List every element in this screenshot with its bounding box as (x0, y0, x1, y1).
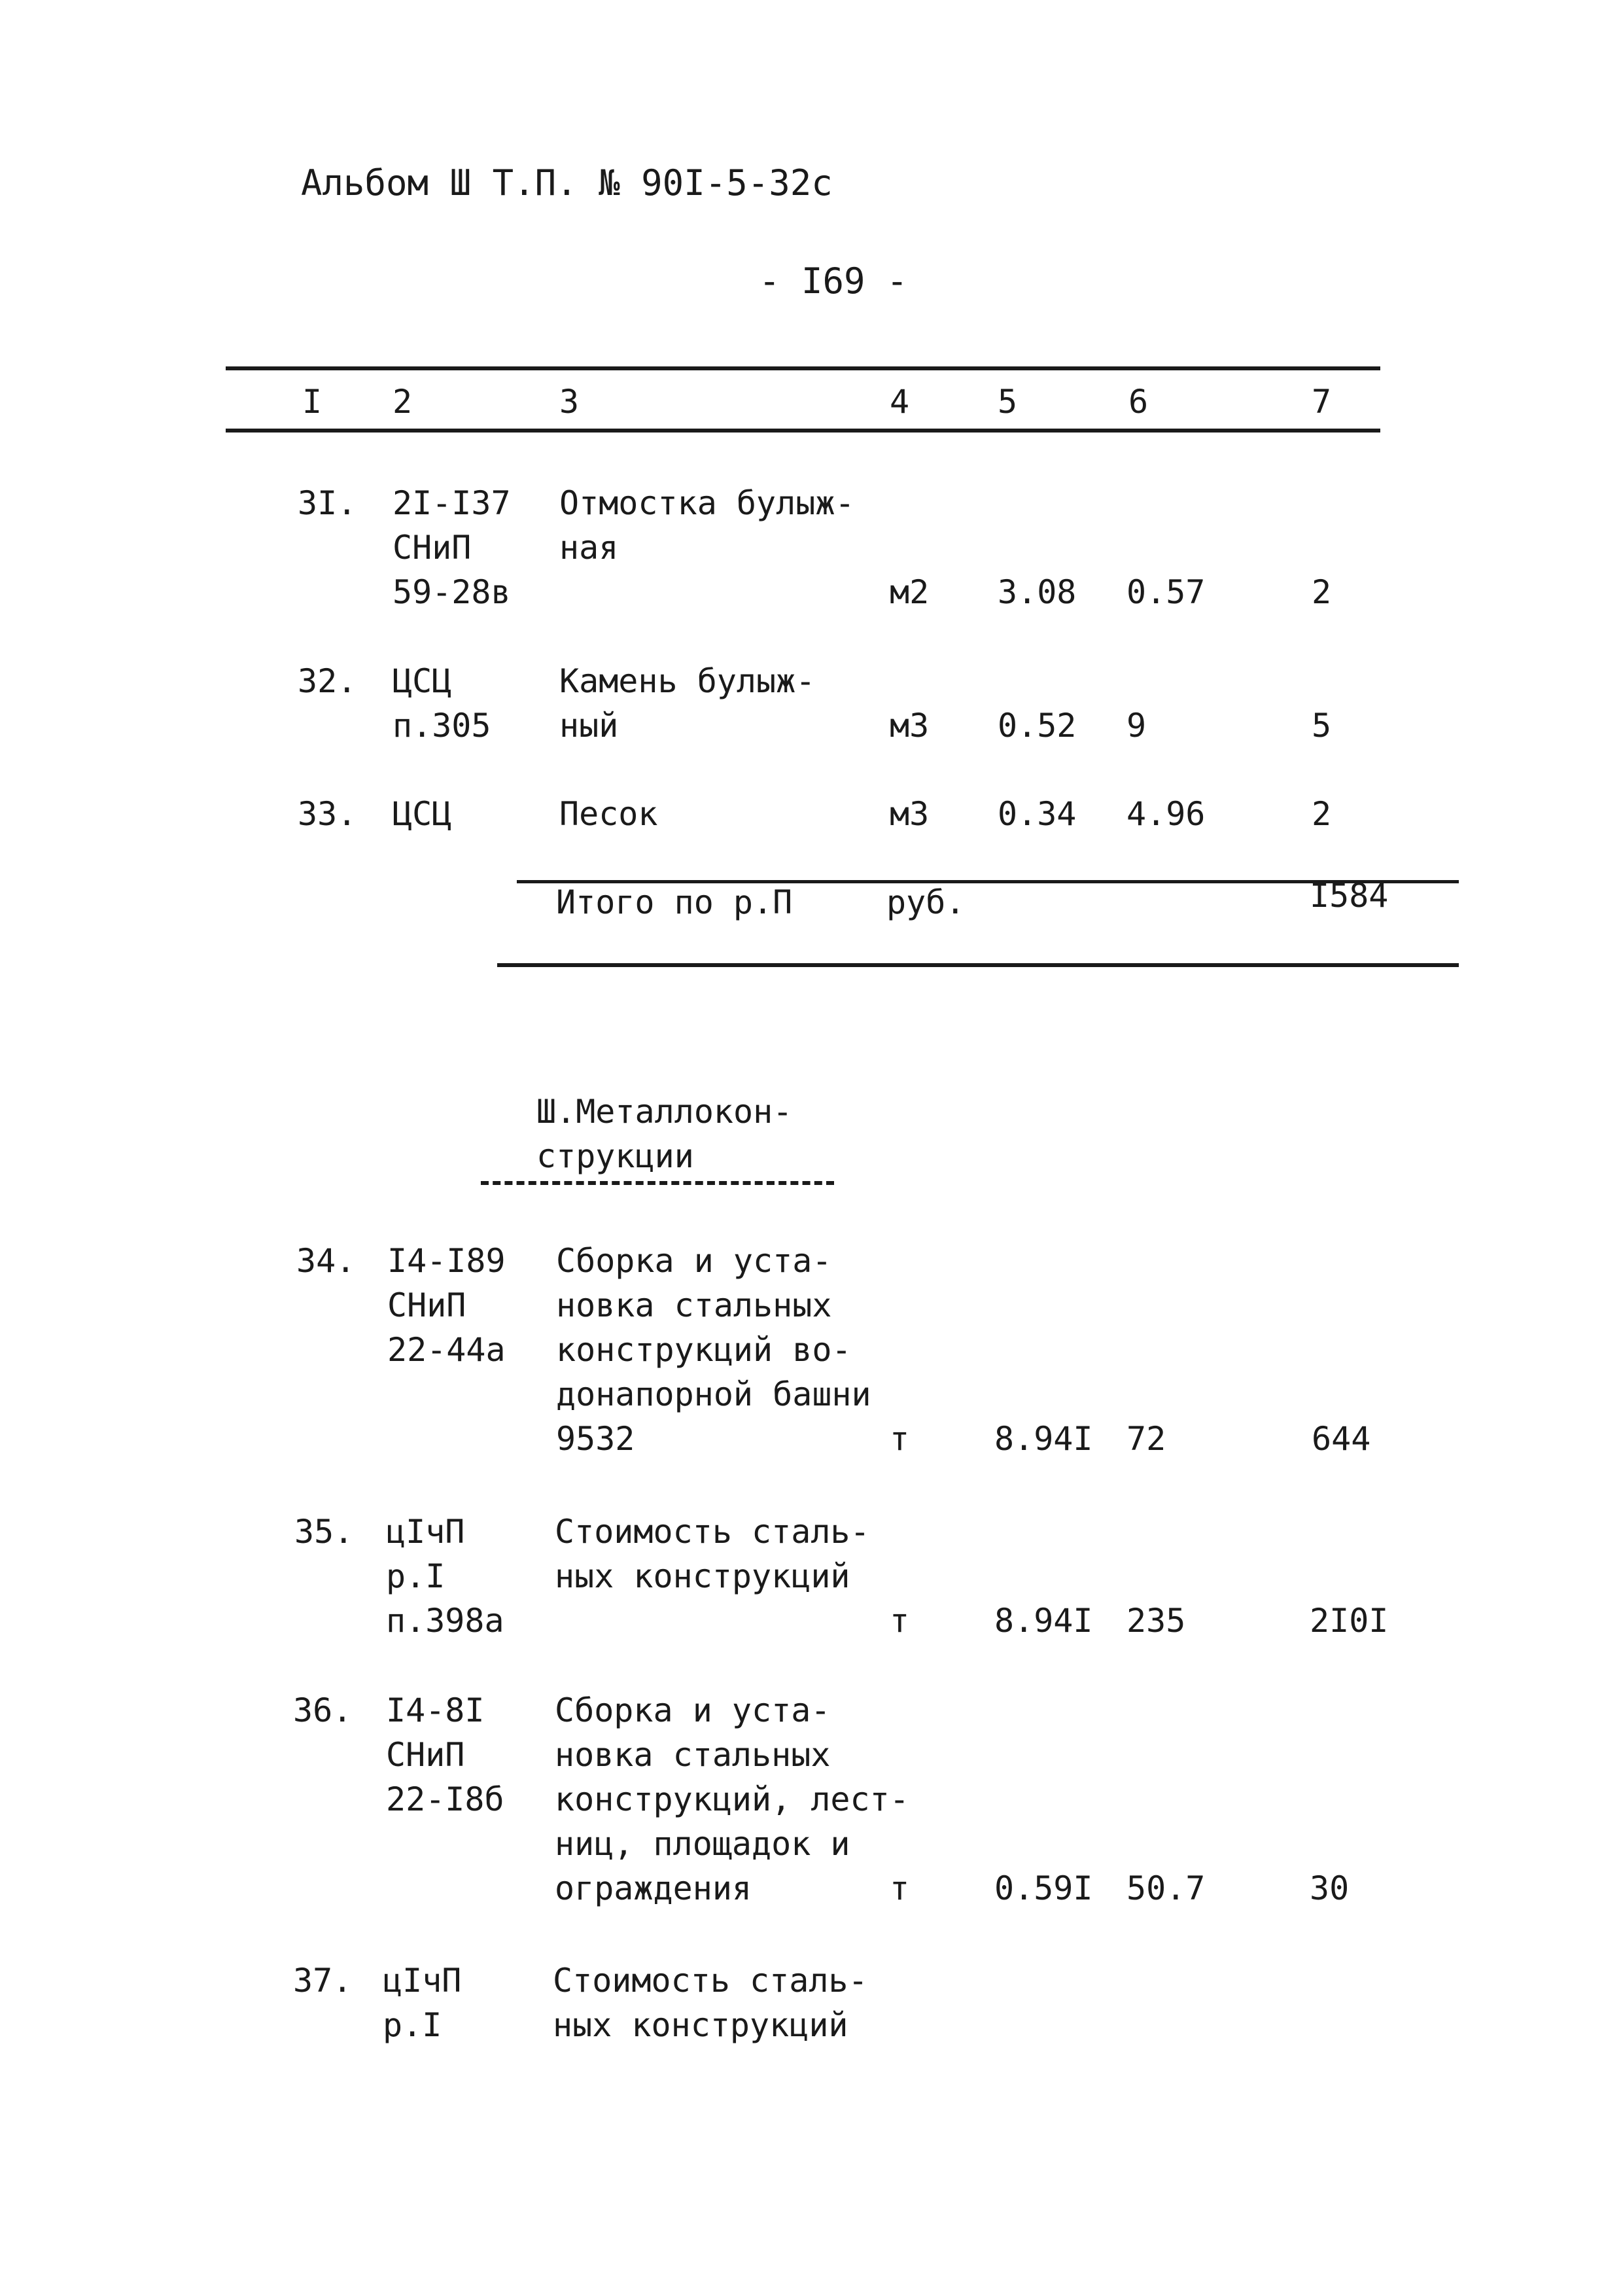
row-code: ЦСЦ (393, 662, 452, 700)
row-description: Сборка и уста- (556, 1242, 832, 1280)
row-total: 2 (1312, 795, 1332, 833)
column-header-7: 7 (1312, 383, 1332, 421)
row-description: Камень булыж- (559, 662, 816, 700)
row-unit: м3 (890, 707, 930, 745)
row-number: 33. (298, 795, 357, 833)
row-quantity: 0.59I (994, 1869, 1093, 1907)
subtotal-bottom-rule (497, 963, 1459, 967)
row-description: ных конструкций (555, 1557, 850, 1595)
column-header-2: 2 (393, 383, 413, 421)
row-unit: м3 (890, 795, 930, 833)
row-code: р.I (383, 2006, 442, 2044)
row-description: Стоимость сталь- (553, 1962, 868, 2000)
row-total: 30 (1310, 1869, 1350, 1907)
row-number: 3I. (298, 484, 357, 522)
row-description: Стоимость сталь- (555, 1513, 870, 1551)
row-code: СНиП (387, 1286, 466, 1324)
subtotal-unit: руб. (886, 883, 966, 921)
row-price: 9 (1126, 707, 1147, 745)
row-quantity: 3.08 (998, 573, 1077, 611)
row-description: ных конструкций (553, 2006, 848, 2044)
row-code: I4-I89 (387, 1242, 506, 1280)
section-title: струкции (536, 1137, 694, 1175)
row-code: цIчП (383, 1962, 462, 2000)
row-quantity: 0.34 (998, 795, 1077, 833)
row-quantity: 8.94I (994, 1602, 1093, 1640)
row-price: 235 (1126, 1602, 1186, 1640)
row-price: 72 (1126, 1420, 1166, 1458)
subtotal-label: Итого по р.П (556, 883, 793, 921)
row-description: 9532 (556, 1420, 635, 1458)
row-code: 22-44а (387, 1331, 506, 1369)
row-total: 2I0I (1310, 1602, 1389, 1640)
row-description: ниц, площадок и (555, 1825, 850, 1863)
row-unit: м2 (890, 573, 930, 611)
column-header-5: 5 (998, 383, 1018, 421)
row-description: ограждения (555, 1869, 752, 1907)
section-underline (481, 1181, 834, 1185)
row-description: конструкций, лест- (555, 1780, 909, 1818)
row-code: п.305 (393, 707, 491, 745)
row-code: цIчП (386, 1513, 465, 1551)
row-quantity: 0.52 (998, 707, 1077, 745)
row-price: 4.96 (1126, 795, 1206, 833)
row-quantity: 8.94I (994, 1420, 1093, 1458)
subtotal-total: I584 (1310, 877, 1389, 915)
row-number: 36. (293, 1691, 353, 1729)
row-description: новка стальных (556, 1286, 832, 1324)
row-total: 5 (1312, 707, 1332, 745)
album-title: Альбом Ш Т.П. № 90I-5-32с (301, 162, 833, 203)
row-code: 2I-I37 (393, 484, 511, 522)
row-description: ный (559, 707, 619, 745)
row-number: 35. (294, 1513, 354, 1551)
row-code: п.398а (386, 1602, 504, 1640)
table-header-rule (226, 429, 1380, 433)
row-code: 59-28в (393, 573, 511, 611)
row-price: 0.57 (1126, 573, 1206, 611)
section-title: Ш.Металлокон- (536, 1093, 793, 1131)
column-header-3: 3 (559, 383, 580, 421)
row-number: 34. (296, 1242, 356, 1280)
row-unit: т (890, 1602, 910, 1640)
page-number: - I69 - (759, 260, 908, 302)
row-number: 32. (298, 662, 357, 700)
row-code: СНиП (386, 1736, 465, 1774)
column-header-6: 6 (1128, 383, 1149, 421)
row-total: 2 (1312, 573, 1332, 611)
row-description: донапорной башни (556, 1375, 871, 1413)
row-description: Отмостка булыж- (559, 484, 855, 522)
row-description: ная (559, 529, 619, 567)
row-description: новка стальных (555, 1736, 831, 1774)
row-price: 50.7 (1126, 1869, 1206, 1907)
row-unit: т (890, 1420, 910, 1458)
row-number: 37. (293, 1962, 353, 2000)
row-code: I4-8I (386, 1691, 485, 1729)
column-header-1: I (302, 383, 323, 421)
row-code: ЦСЦ (393, 795, 452, 833)
column-header-4: 4 (890, 383, 910, 421)
row-total: 644 (1312, 1420, 1371, 1458)
row-unit: т (890, 1869, 910, 1907)
row-code: 22-I8б (386, 1780, 504, 1818)
row-code: р.I (386, 1557, 445, 1595)
row-description: Сборка и уста- (555, 1691, 831, 1729)
row-description: Песок (559, 795, 658, 833)
row-code: СНиП (393, 529, 472, 567)
table-top-rule (226, 366, 1380, 370)
row-description: конструкций во- (556, 1331, 852, 1369)
